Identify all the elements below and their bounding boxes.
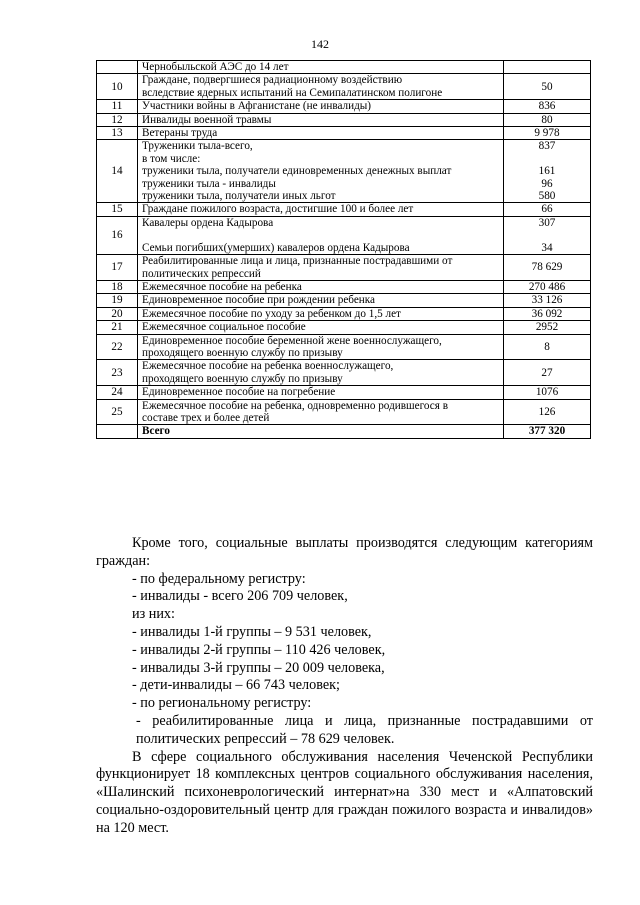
row-value (504, 203, 591, 216)
category-line: Ежемесячное пособие по уходу за ребенком до 1,5 лет (142, 307, 401, 320)
row-number: 24 (97, 386, 138, 399)
table-row (97, 140, 591, 203)
row-category (138, 255, 504, 281)
category-line: Участники войны в Афганистане (не инвалиды) (142, 100, 372, 113)
row-value (504, 127, 591, 140)
table-row (97, 74, 591, 100)
row-number: 18 (97, 280, 138, 293)
value-line: 2952 (535, 321, 559, 334)
benefits-table-body (97, 61, 591, 439)
list-item: - инвалиды 1-й группы – 9 531 человек, (132, 623, 372, 640)
row-number: 10 (97, 74, 138, 100)
table-row (97, 100, 591, 113)
value-line: 80 (541, 113, 553, 126)
category-line: Ежемесячное пособие на ребенка (142, 280, 302, 293)
row-category (138, 113, 504, 126)
category-line: Единовременное пособие беременной жене военнослужащего, (142, 334, 442, 347)
value-line: 78 629 (531, 261, 563, 274)
category-line: Инвалиды военной травмы (142, 113, 272, 126)
benefits-table (96, 60, 591, 439)
row-value (504, 334, 591, 360)
value-line: 836 (538, 100, 556, 113)
value-line: 270 486 (528, 280, 566, 293)
row-number: 21 (97, 321, 138, 334)
category-line: труженики тыла - инвалиды (142, 177, 276, 190)
row-value (504, 294, 591, 307)
row-value (504, 100, 591, 113)
table-row (97, 127, 591, 140)
value-line: 837 (538, 140, 556, 153)
table-row (97, 334, 591, 360)
value-line: 66 (541, 203, 553, 216)
row-number: 17 (97, 255, 138, 281)
row-number: 16 (97, 216, 138, 254)
value-line: 580 (538, 190, 556, 203)
row-number: 12 (97, 113, 138, 126)
value-line: 8 (544, 340, 550, 353)
row-category (138, 280, 504, 293)
table-row (97, 203, 591, 216)
value-line (508, 61, 586, 73)
list-item: - по региональному регистру: (132, 695, 312, 712)
category-line: политических репрессий (142, 267, 261, 280)
value-line: 96 (541, 177, 553, 190)
table-row (97, 307, 591, 320)
table-row (97, 280, 591, 293)
row-category (138, 127, 504, 140)
table-total-row (97, 425, 591, 438)
row-value (504, 74, 591, 100)
total-label: Всего (138, 425, 504, 438)
list-item: - инвалиды 2-й группы – 110 426 человек, (132, 641, 386, 658)
row-value (504, 216, 591, 254)
row-category (138, 216, 504, 254)
category-line: в том числе: (142, 152, 201, 165)
row-value (504, 321, 591, 334)
value-line: 9 978 (534, 127, 560, 140)
category-line: Граждане, подвергшиеся радиационному воздействию (142, 74, 403, 87)
table-row (97, 113, 591, 126)
row-category (138, 100, 504, 113)
row-value (504, 280, 591, 293)
category-line: Ежемесячное социальное пособие (142, 321, 306, 334)
row-value (504, 386, 591, 399)
table-row (97, 399, 591, 425)
row-value (504, 399, 591, 425)
row-category (138, 74, 504, 100)
category-line: Граждане пожилого возраста, достигшие 100 и более лет (142, 203, 414, 216)
row-number: 11 (97, 100, 138, 113)
list-item: - инвалиды - всего 206 709 человек, (132, 588, 348, 605)
category-line: проходящего военную службу по призыву (142, 346, 343, 359)
category-line: Единовременное пособие при рождении ребенка (142, 294, 376, 307)
value-line: 1076 (535, 386, 559, 399)
page-number: 142 (311, 37, 329, 51)
row-category (138, 399, 504, 425)
category-line: Семьи погибших(умерших) кавалеров ордена Кадырова (142, 241, 410, 254)
category-line: Реабилитированные лица и лица, признанные пострадавшими от (142, 255, 453, 268)
value-line: 34 (541, 241, 553, 254)
category-line: труженики тыла, получатели единовременных денежных выплат (142, 165, 452, 178)
category-line: труженики тыла, получатели иных льгот (142, 190, 336, 203)
value-line (508, 229, 586, 241)
social-service-paragraph: В сфере социального обслуживания населения Чеченской Республики функционирует 18 комплексных центров социального обслуживания населения, «Шалинский психоневрологический интернат»на 330 мест и «Алпатовский социально-оздоровительный центр для граждан пожилого возраста и инвалидов» на 120 мест. (96, 748, 593, 836)
row-number: 15 (97, 203, 138, 216)
table-row (97, 294, 591, 307)
row-number: 23 (97, 360, 138, 386)
list-item: - инвалиды 3-й группы – 20 009 человека, (132, 659, 385, 676)
value-line: 50 (541, 80, 553, 93)
row-category (138, 321, 504, 334)
row-category (138, 360, 504, 386)
category-line: Единовременное пособие на погребение (142, 386, 336, 399)
category-line (142, 229, 499, 241)
row-category (138, 307, 504, 320)
row-number: 14 (97, 140, 138, 203)
row-number: 19 (97, 294, 138, 307)
value-line: 307 (538, 216, 556, 229)
category-line: составе трех и более детей (142, 411, 270, 424)
category-line: вследствие ядерных испытаний на Семипалатинском полигоне (142, 86, 443, 99)
row-number: 25 (97, 399, 138, 425)
row-number: 13 (97, 127, 138, 140)
row-number: 22 (97, 334, 138, 360)
row-category (138, 334, 504, 360)
table-row (97, 360, 591, 386)
table-row (97, 61, 591, 74)
value-line: 27 (541, 366, 553, 379)
row-value (504, 61, 591, 74)
value-line: 161 (538, 165, 556, 178)
row-category (138, 294, 504, 307)
table-row (97, 386, 591, 399)
category-line: Ветераны труда (142, 127, 218, 140)
row-value (504, 140, 591, 203)
value-line: 126 (538, 405, 556, 418)
list-item: - дети-инвалиды – 66 743 человек; (132, 677, 340, 694)
table-row (97, 255, 591, 281)
category-line: Труженики тыла-всего, (142, 140, 253, 153)
row-value (504, 113, 591, 126)
row-number (97, 61, 138, 74)
category-line: Чернобыльской АЭС до 14 лет (142, 61, 289, 73)
value-line: 36 092 (531, 307, 563, 320)
category-line: Ежемесячное пособие на ребенка военнослужащего, (142, 360, 394, 373)
row-category (138, 140, 504, 203)
row-category (138, 386, 504, 399)
list-item: из них: (132, 606, 175, 623)
row-value (504, 307, 591, 320)
list-item: - по федеральному регистру: (132, 570, 306, 587)
table-row (97, 321, 591, 334)
category-line: Кавалеры ордена Кадырова (142, 216, 274, 229)
table-row (97, 216, 591, 254)
intro-paragraph: Кроме того, социальные выплаты производятся следующим категориям граждан: (96, 535, 593, 569)
total-value: 377 320 (504, 425, 591, 438)
row-number: 20 (97, 307, 138, 320)
total-number-cell (97, 425, 138, 438)
body-text (96, 535, 593, 838)
row-category (138, 61, 504, 74)
row-value (504, 360, 591, 386)
row-value (504, 255, 591, 281)
value-line: 33 126 (531, 294, 563, 307)
category-line: Ежемесячное пособие на ребенка, одновременно родившегося в (142, 399, 448, 412)
rehab-paragraph: - реабилитированные лица и лица, признанные пострадавшими от политических репрессий – 78 629 человек. (136, 712, 593, 747)
value-line (508, 153, 586, 165)
row-category (138, 203, 504, 216)
category-line: проходящего военную службу по призыву (142, 372, 343, 385)
